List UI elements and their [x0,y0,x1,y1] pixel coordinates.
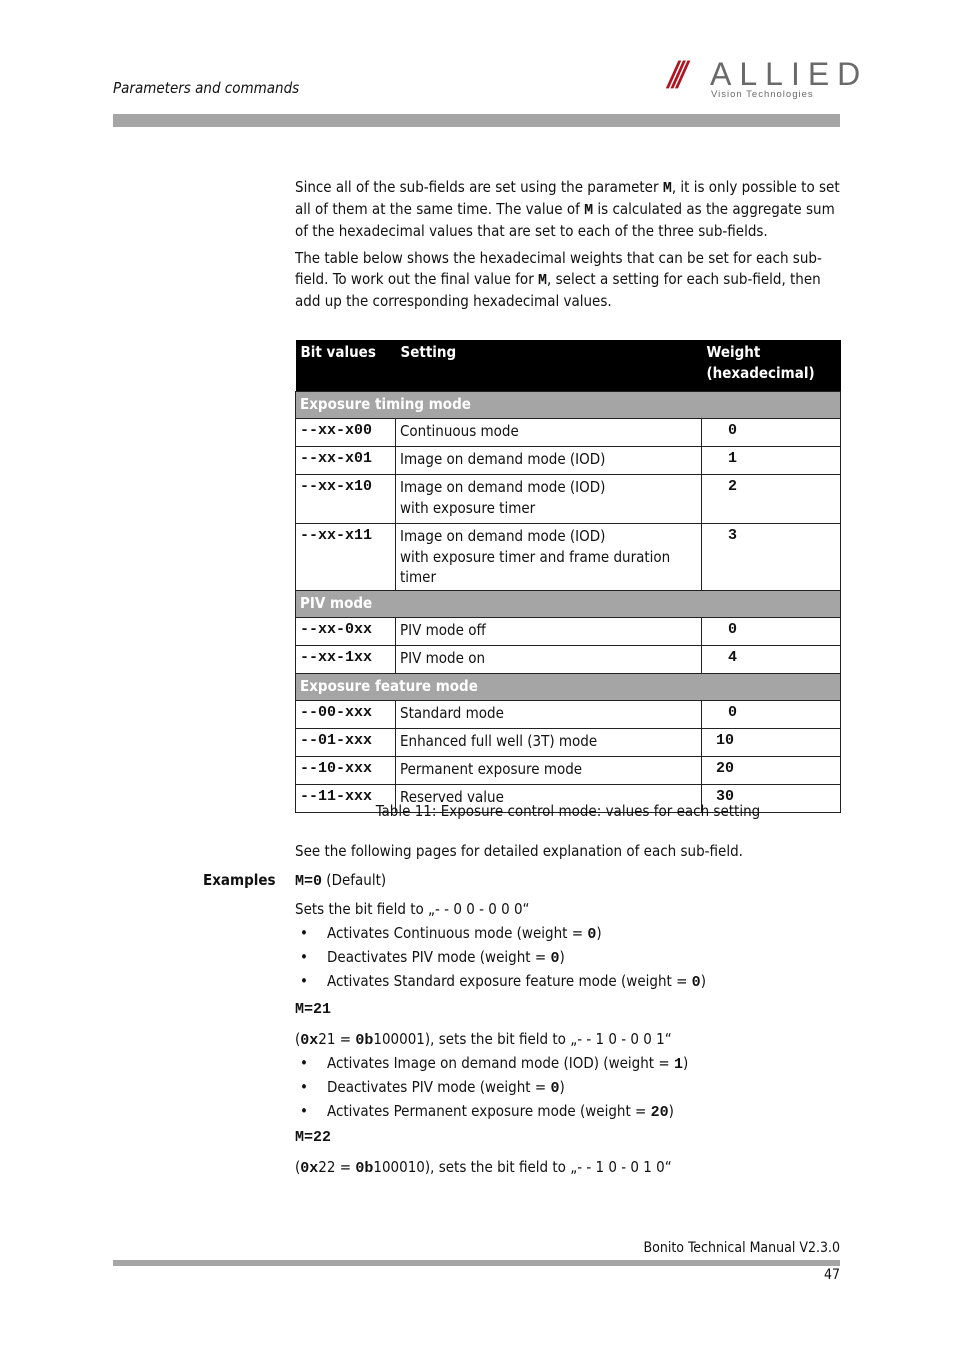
intro-paragraph-2: The table below shows the hexadecimal weights that can be set for each sub-field. To work out the final value for M, select a setting for each sub-field, then add up the corresponding hexadecimal values. [295,249,822,310]
table-row: --xx-1xx PIV mode on 4 [296,645,841,673]
section-row: Exposure timing mode [296,392,841,419]
table-caption: Table 11: Exposure control mode: values for each setting [375,802,761,820]
running-header: Parameters and commands [113,79,300,97]
list-item: • Activates Permanent exposure mode (weight = 20) [300,1102,674,1121]
table-row: --01-xxx Enhanced full well (3T) mode 10 [296,728,841,756]
example-3-heading: M=22 [295,1129,332,1146]
list-item: • Activates Continuous mode (weight = 0) [300,924,602,943]
logo-slashes: /// [664,55,686,97]
section-row: Exposure feature mode [296,673,841,700]
example-1-heading: M=0 (Default) [295,871,387,890]
table-row: --xx-x10 Image on demand mode (IOD) with exposure timer 2 [296,475,841,524]
examples-label: Examples [203,871,276,889]
footer-manual-title: Bonito Technical Manual V2.3.0 [643,1240,840,1256]
header-bit-values: Bit values [296,340,396,392]
header-weight: Weight (hexadecimal) [702,340,841,392]
table-row: --10-xxx Permanent exposure mode 20 [296,756,841,784]
example-3-desc: (0x22 = 0b100010), sets the bit field to „- - 1 0 - 0 1 0“ [295,1158,672,1177]
list-item: • Deactivates PIV mode (weight = 0) [300,948,565,967]
example-2-desc: (0x21 = 0b100001), sets the bit field to „- - 1 0 - 0 0 1“ [295,1030,672,1049]
table-header-row [296,340,841,392]
table-row: --xx-x01 Image on demand mode (IOD) 1 [296,447,841,475]
table-row: --xx-0xx PIV mode off 0 [296,617,841,645]
footer-divider [113,1260,840,1266]
logo-word: ALLIED [710,56,869,92]
table-row: --00-xxx Standard mode 0 [296,700,841,728]
table-row: --xx-x11 Image on demand mode (IOD) with exposure timer and frame duration timer 3 [296,524,841,591]
header-divider [113,114,840,127]
see-following-text: See the following pages for detailed explanation of each sub-field. [295,842,743,860]
table-row: --11-xxx Reserved value 30 [296,784,841,812]
allied-logo [664,55,869,102]
intro-paragraph-1: Since all of the sub-fields are set using the parameter M, it is only possible to set all of them at the same time. The value of M is calculated as the aggregate sum of the hexadecimal values that are set to each of the three sub-fields. [295,178,840,240]
table-row: --xx-x00 Continuous mode 0 [296,419,841,447]
exposure-control-table [295,340,841,813]
logo-subtitle: Vision Technologies [711,89,814,100]
example-2-heading: M=21 [295,1001,332,1018]
list-item: • Activates Standard exposure feature mode (weight = 0) [300,972,706,991]
section-row: PIV mode [296,590,841,617]
list-item: • Activates Image on demand mode (IOD) (weight = 1) [300,1054,689,1073]
example-1-desc: Sets the bit field to „- - 0 0 - 0 0 0“ [295,900,530,918]
page-number: 47 [823,1267,840,1283]
header-setting: Setting [396,340,702,392]
list-item: • Deactivates PIV mode (weight = 0) [300,1078,565,1097]
